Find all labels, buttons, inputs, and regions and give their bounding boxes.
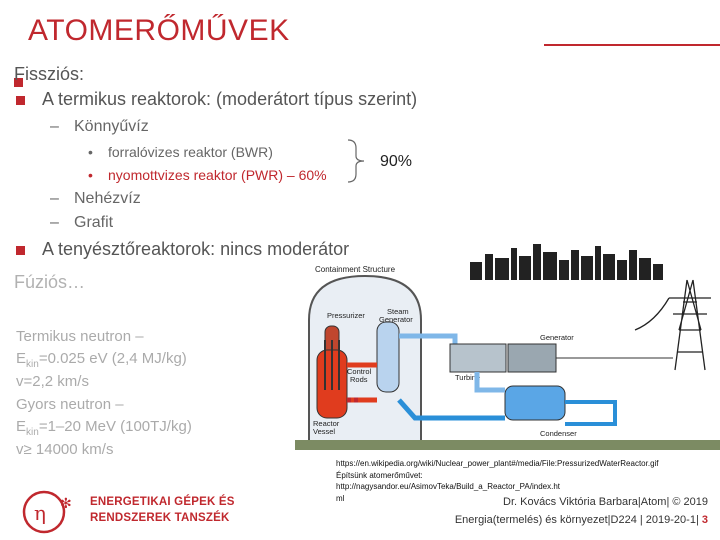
dot-marker: • [88, 167, 93, 183]
fast-velocity: v≥ 14000 km/s [16, 441, 114, 458]
breeder-item: A tenyésztőreaktorok: nincs moderátor [42, 239, 350, 259]
thermal-reactors-item: A termikus reaktorok: (moderátort típus szerint) [42, 89, 418, 109]
ekin-subscript: kin [26, 359, 39, 370]
source-link-1[interactable]: https://en.wikipedia.org/wiki/Nuclear_power_plant#/media/File:PressurizedWaterReactor.gif [336, 459, 659, 468]
reactor-vessel-label-2: Vessel [313, 427, 336, 436]
dash-marker: – [50, 190, 59, 207]
steam-generator-label-2: Generator [379, 315, 413, 324]
svg-text:✻: ✻ [60, 496, 72, 512]
fast-energy-value: =1–20 MeV (100TJ/kg) [38, 418, 192, 435]
graphite-item: Grafit [74, 214, 114, 231]
pwr-diagram [295, 240, 720, 450]
percent-label: 90% [380, 153, 413, 170]
bwr-item: forralóvizes reaktor (BWR) [108, 144, 273, 160]
dash-marker: – [50, 118, 59, 135]
condenser-label: Condenser [540, 429, 577, 438]
thermal-neutron-label: Termikus neutron – [16, 328, 144, 345]
steam-generator-label: Steam [387, 307, 409, 316]
fast-neutron-label: Gyors neutron – [16, 396, 124, 413]
department-logo-icon [8, 488, 88, 534]
fission-heading: Fissziós: [14, 64, 85, 84]
footer-course [455, 514, 708, 526]
city-skyline-icon [470, 244, 663, 280]
thermal-energy-value: =0.025 eV (2,4 MJ/kg) [38, 350, 187, 367]
page-number: 3 [701, 514, 708, 526]
ekin-subscript: kin [26, 427, 39, 438]
transmission-tower-icon [635, 280, 711, 370]
bullet-marker [16, 246, 25, 255]
light-water-item: Könnyűvíz [74, 118, 149, 135]
dash-marker: – [50, 214, 59, 231]
source-caption: Építsünk atomerőművet: [336, 470, 423, 480]
bullet-marker [16, 96, 25, 105]
control-rods-label-2: Rods [350, 375, 368, 384]
generator-label: Generator [540, 333, 574, 342]
source-link-2-cont[interactable]: ml [336, 493, 345, 503]
footer-course-text: Energia(termelés) és környezet|D224 | 2019-20-1| [454, 514, 699, 526]
control-rods-label: Control [347, 367, 372, 376]
thermal-energy: $E_{kin}=0.025$ eV (2,4 MJ/kg) [16, 350, 187, 370]
footer-author: Dr. Kovács Viktória Barbara|Atom| © 2019 [503, 496, 708, 508]
fast-energy: $E_{kin}=1-20$ MeV (100TJ/kg) [16, 418, 192, 438]
containment-label: Containment Structure [315, 265, 396, 274]
logo-text-line1: ENERGETIKAI GÉPEK ÉS [90, 496, 235, 508]
logo-text-line2: RENDSZEREK TANSZÉK [90, 512, 230, 524]
reactor-vessel-label: Reactor [313, 419, 340, 428]
title-underline [544, 44, 720, 46]
pwr-item: nyomottvizes reaktor (PWR) – 60% [108, 167, 327, 183]
slide-title: ATOMERŐMŰVEK [28, 14, 290, 47]
turbine-label: Turbine [455, 373, 481, 382]
dot-marker: • [88, 144, 93, 160]
pressurizer-label: Pressurizer [327, 311, 365, 320]
source-link-2[interactable]: http://nagysandor.eu/AsimovTeka/Build_a_Reactor_PA/index.ht [336, 482, 560, 491]
svg-text:η: η [34, 501, 46, 525]
heavy-water-item: Nehézvíz [74, 190, 141, 207]
fusion-heading: Fúziós… [14, 272, 86, 292]
brace-icon [344, 138, 374, 184]
thermal-velocity: v=2,2 km/s [16, 373, 89, 390]
